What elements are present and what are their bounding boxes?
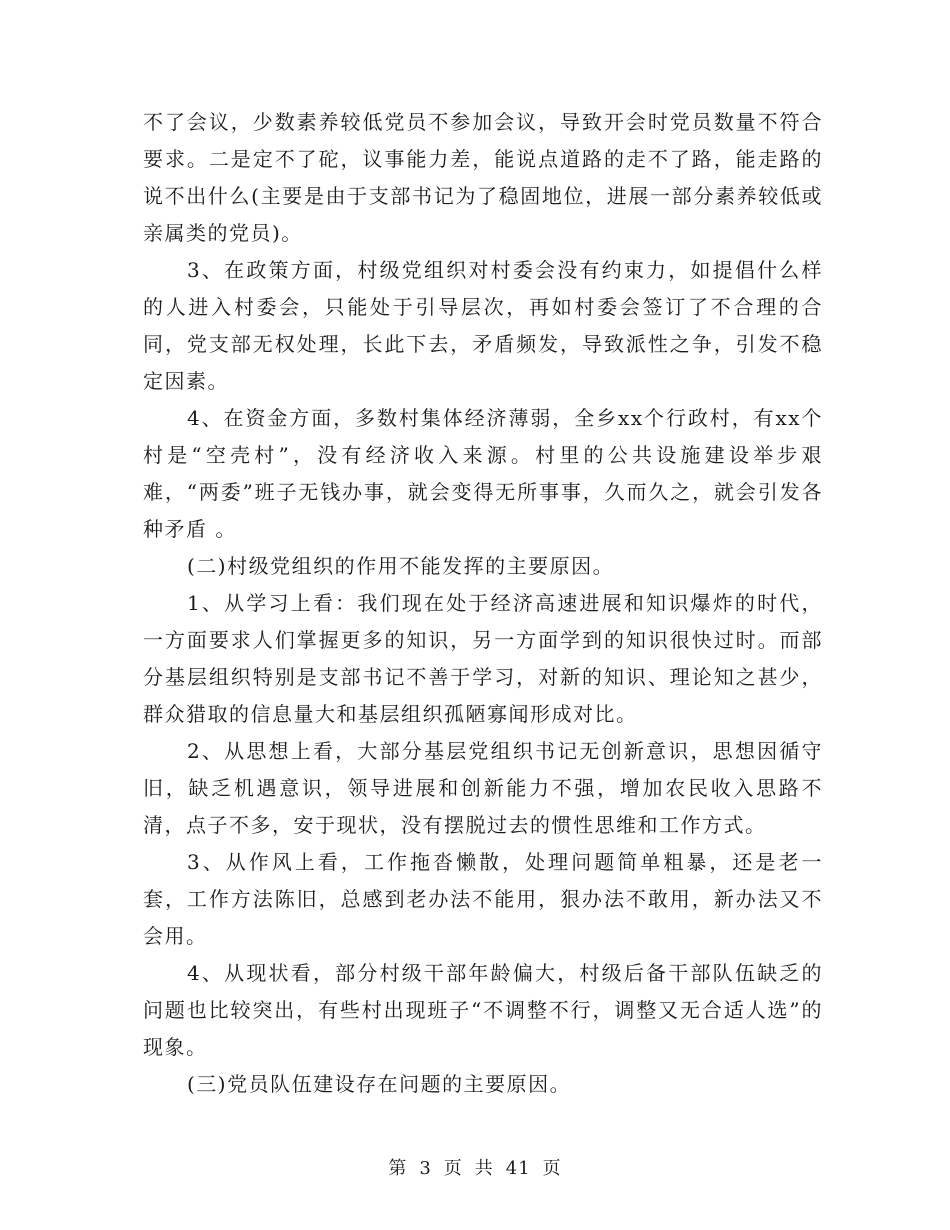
document-body [143, 104, 823, 1103]
paragraph: 不了会议，少数素养较低党员不参加会议，导致开会时党员数量不符合要求。二是定不了砣，议事能力差，能说点道路的走不了路，能走路的说不出什么(主要是由于支部书记为了稳固地位，进展一部分素养较低或亲属类的党员)。 [143, 110, 823, 245]
section-heading: (二)村级党组织的作用不能发挥的主要原因。 [187, 554, 615, 578]
paragraph: 3、从作风上看，工作拖沓懒散，处理问题简单粗暴，还是老一套，工作方法陈旧，总感到老办法不能用，狠办法不敢用，新办法又不会用。 [143, 850, 823, 948]
paragraph: 2、从思想上看，大部分基层党组织书记无创新意识，思想因循守旧，缺乏机遇意识，领导进展和创新能力不强，增加农民收入思路不清，点子不多，安于现状，没有摆脱过去的惯性思维和工作方式。 [143, 739, 823, 837]
footer-total-unit: 页 [542, 1158, 562, 1179]
footer-total-prefix: 共 [474, 1158, 494, 1179]
footer-prefix: 第 [388, 1158, 408, 1179]
footer-total-pages: 41 [505, 1158, 531, 1179]
paragraph: 3、在政策方面，村级党组织对村委会没有约束力，如提倡什么样的人进入村委会，只能处于引导层次，再如村委会签订了不合理的合同，党支部无权处理，长此下去，矛盾频发，导致派性之争，引发不稳定因素。 [143, 258, 823, 393]
page-footer [0, 1154, 950, 1180]
paragraph: 1、从学习上看：我们现在处于经济高速进展和知识爆炸的时代，一方面要求人们掌握更多的知识，另一方面学到的知识很快过时。而部分基层组织特别是支部书记不善于学习，对新的知识、理论知之甚少，群众猎取的信息量大和基层组织孤陋寡闻形成对比。 [143, 591, 823, 726]
footer-page-unit: 页 [443, 1158, 463, 1179]
footer-page-number: 3 [419, 1158, 432, 1179]
paragraph: 4、在资金方面，多数村集体经济薄弱，全乡xx个行政村，有xx个村是“空壳村”，没有经济收入来源。村里的公共设施建设举步艰难，“两委”班子无钱办事，就会变得无所事事，久而久之，就会引发各种矛盾 。 [143, 406, 823, 541]
paragraph: 4、从现状看，部分村级干部年龄偏大，村级后备干部队伍缺乏的问题也比较突出，有些村出现班子“不调整不行，调整又无合适人选”的现象。 [143, 961, 823, 1059]
section-heading: (三)党员队伍建设存在问题的主要原因。 [187, 1072, 572, 1096]
